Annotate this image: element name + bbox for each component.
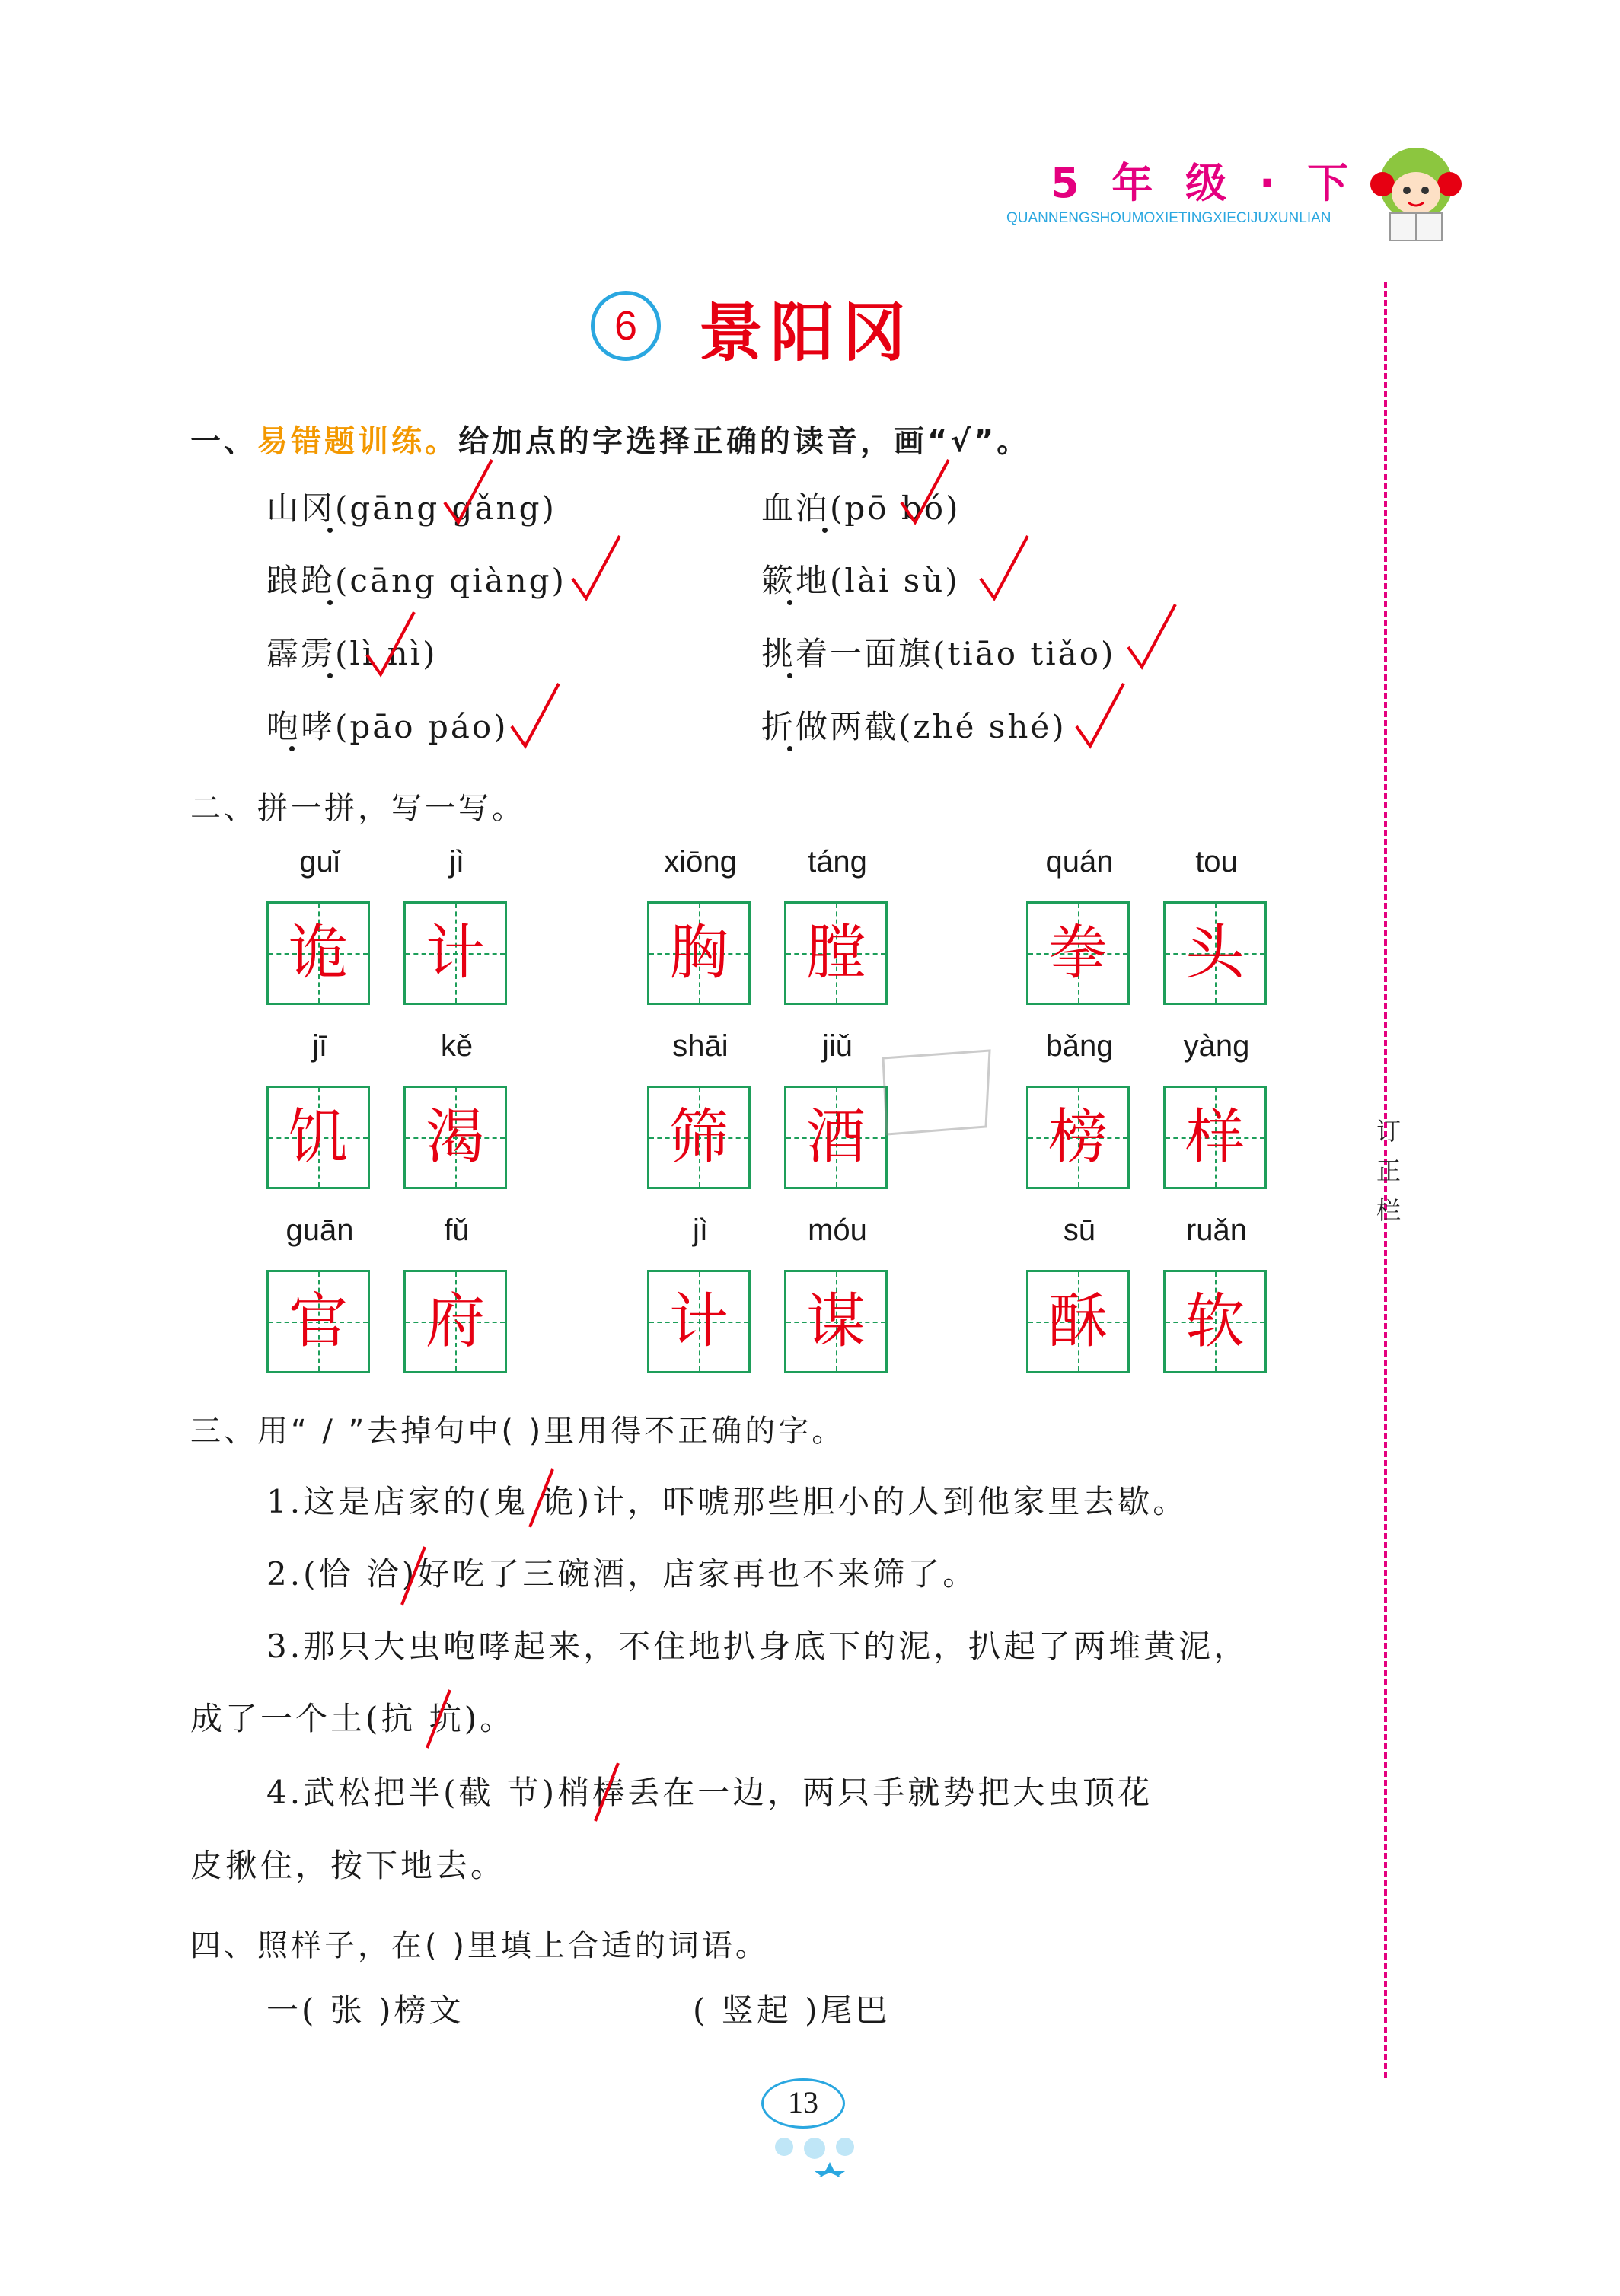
writing-box	[266, 1270, 370, 1373]
answer-char: 酥	[1048, 1287, 1108, 1356]
writing-box	[1026, 1270, 1130, 1373]
sentence-3: 3.那只大虫咆哮起来，不住地扒身底下的泥，扒起了两堆黄泥，	[266, 1628, 1249, 1665]
checkmark-icon	[1073, 681, 1127, 749]
stamp-icon	[875, 1043, 997, 1142]
pinyin-label: móu	[808, 1213, 867, 1247]
series-subtitle: QUANNENGSHOUMOXIETINGXIECIJUXUNLIAN	[1006, 210, 1331, 226]
section1-prefix: 一、	[190, 424, 257, 459]
reading-item-1: 山冈(gāng gǎng)	[266, 489, 556, 527]
lesson-title: 景阳冈	[699, 295, 914, 370]
emphasis-dot	[787, 746, 792, 751]
reading-item-4: 簌地(lài sù)	[761, 562, 960, 599]
writing-box	[784, 1086, 888, 1189]
pinyin-label: sū	[1063, 1213, 1096, 1247]
writing-box	[1163, 1270, 1267, 1373]
writing-box	[1163, 901, 1267, 1005]
strike-mark-icon	[423, 1682, 453, 1751]
reading-item-7: 咆哮(pāo páo)	[266, 708, 509, 745]
emphasis-dot	[327, 600, 333, 605]
lesson-number: 6	[591, 291, 661, 361]
sentence-1: 1.这是店家的(鬼 诡)计，吓唬那些胆小的人到他家里去歇。	[266, 1483, 1188, 1520]
writing-box	[403, 1270, 507, 1373]
answer-char: 榜	[1048, 1103, 1108, 1172]
answer-char: 样	[1185, 1103, 1245, 1172]
pinyin-label: jiǔ	[821, 1029, 853, 1063]
pinyin-label: jī	[312, 1029, 327, 1063]
reading-item-2: 血泊(pō bó)	[761, 489, 961, 527]
strike-mark-icon	[525, 1462, 556, 1530]
pinyin-label: bǎng	[1045, 1029, 1114, 1063]
writing-box	[403, 901, 507, 1005]
pinyin-label: kě	[440, 1029, 474, 1063]
pinyin-label: fǔ	[444, 1213, 470, 1247]
footer-decoration-icon	[754, 2132, 875, 2177]
pinyin-label: shāi	[672, 1029, 729, 1063]
sentence-4: 4.武松把半(截 节)梢棒丢在一边，两只手就势把大虫顶花	[266, 1774, 1153, 1811]
pinyin-label: jì	[449, 845, 464, 879]
answer-char: 官	[288, 1287, 348, 1356]
checkmark-icon	[569, 533, 623, 601]
pinyin-label: tou	[1195, 845, 1238, 879]
answer-char: 软	[1185, 1287, 1245, 1356]
answer-char: 府	[425, 1287, 485, 1356]
writing-box	[784, 901, 888, 1005]
writing-box	[266, 901, 370, 1005]
checkmark-icon	[1125, 601, 1178, 670]
strike-mark-icon	[397, 1539, 428, 1608]
writing-box	[1026, 901, 1130, 1005]
reading-item-3: 踉跄(cāng qiàng)	[266, 562, 566, 599]
pinyin-label: jì	[693, 1213, 708, 1247]
checkmark-icon	[364, 609, 417, 678]
correction-column-label: 订正栏	[1376, 1117, 1402, 1225]
grade-label: 5 年 级 · 下	[1051, 159, 1358, 207]
section1-heading	[190, 417, 1030, 461]
example-1: 一( 张 )榜文	[266, 1991, 464, 2029]
answer-char: 膛	[805, 919, 866, 987]
emphasis-dot	[787, 600, 792, 605]
writing-box	[403, 1086, 507, 1189]
pinyin-label: xiōng	[664, 845, 737, 879]
section2-heading: 二、拼一拼，写一写。	[190, 791, 525, 826]
section1-instruction: 给加点的字选择正确的读音，画“√”。	[458, 424, 1031, 459]
writing-box	[647, 1270, 751, 1373]
writing-box	[1163, 1086, 1267, 1189]
writing-box	[1026, 1086, 1130, 1189]
answer-char: 拳	[1048, 919, 1108, 987]
reading-item-5: 霹雳(lì nì)	[266, 635, 438, 672]
answer-char: 谋	[805, 1287, 866, 1356]
answer-char: 计	[668, 1287, 729, 1356]
answer-char: 筛	[668, 1103, 729, 1172]
section3-heading: 三、用“ / ”去掉句中( )里用得不正确的字。	[190, 1414, 846, 1449]
answer-char: 渴	[425, 1103, 485, 1172]
checkmark-icon	[898, 457, 952, 525]
emphasis-dot	[327, 528, 333, 533]
pinyin-label: yàng	[1183, 1029, 1250, 1063]
page-number: 13	[761, 2078, 845, 2129]
answer-char: 诡	[288, 919, 348, 987]
checkmark-icon	[977, 533, 1031, 601]
answer-char: 胸	[668, 919, 729, 987]
section1-highlight: 易错题训练。	[257, 424, 458, 459]
writing-box	[647, 901, 751, 1005]
writing-box	[784, 1270, 888, 1373]
sentence-4-continued: 皮揪住，按下地去。	[190, 1847, 506, 1884]
pinyin-label: ruǎn	[1185, 1213, 1248, 1247]
sentence-3-continued: 成了一个土(抗 坑)。	[190, 1700, 515, 1737]
emphasis-dot	[289, 746, 295, 751]
checkmark-icon	[509, 681, 562, 749]
answer-char: 头	[1185, 919, 1245, 987]
pinyin-label: guān	[285, 1213, 354, 1247]
example-2: ( 竖起 )尾巴	[693, 1991, 891, 2029]
checkmark-icon	[442, 457, 495, 525]
pinyin-label: guǐ	[299, 845, 340, 879]
answer-char: 计	[425, 919, 485, 987]
section4-heading: 四、照样子，在( )里填上合适的词语。	[190, 1928, 769, 1963]
sentence-2: 2.(恰 洽)好吃了三碗酒，店家再也不来筛了。	[266, 1555, 978, 1593]
writing-box	[266, 1086, 370, 1189]
emphasis-dot	[327, 673, 333, 678]
answer-char: 饥	[288, 1103, 348, 1172]
reading-item-6: 挑着一面旗(tiāo tiǎo)	[761, 635, 1116, 672]
writing-box	[647, 1086, 751, 1189]
strike-mark-icon	[591, 1755, 621, 1824]
pinyin-label: quán	[1045, 845, 1114, 879]
reading-item-8: 折做两截(zhé shé)	[761, 708, 1067, 745]
emphasis-dot	[822, 528, 828, 533]
emphasis-dot	[787, 673, 792, 678]
answer-char: 酒	[805, 1103, 866, 1172]
mascot-icon	[1363, 137, 1469, 244]
pinyin-label: táng	[808, 845, 867, 879]
